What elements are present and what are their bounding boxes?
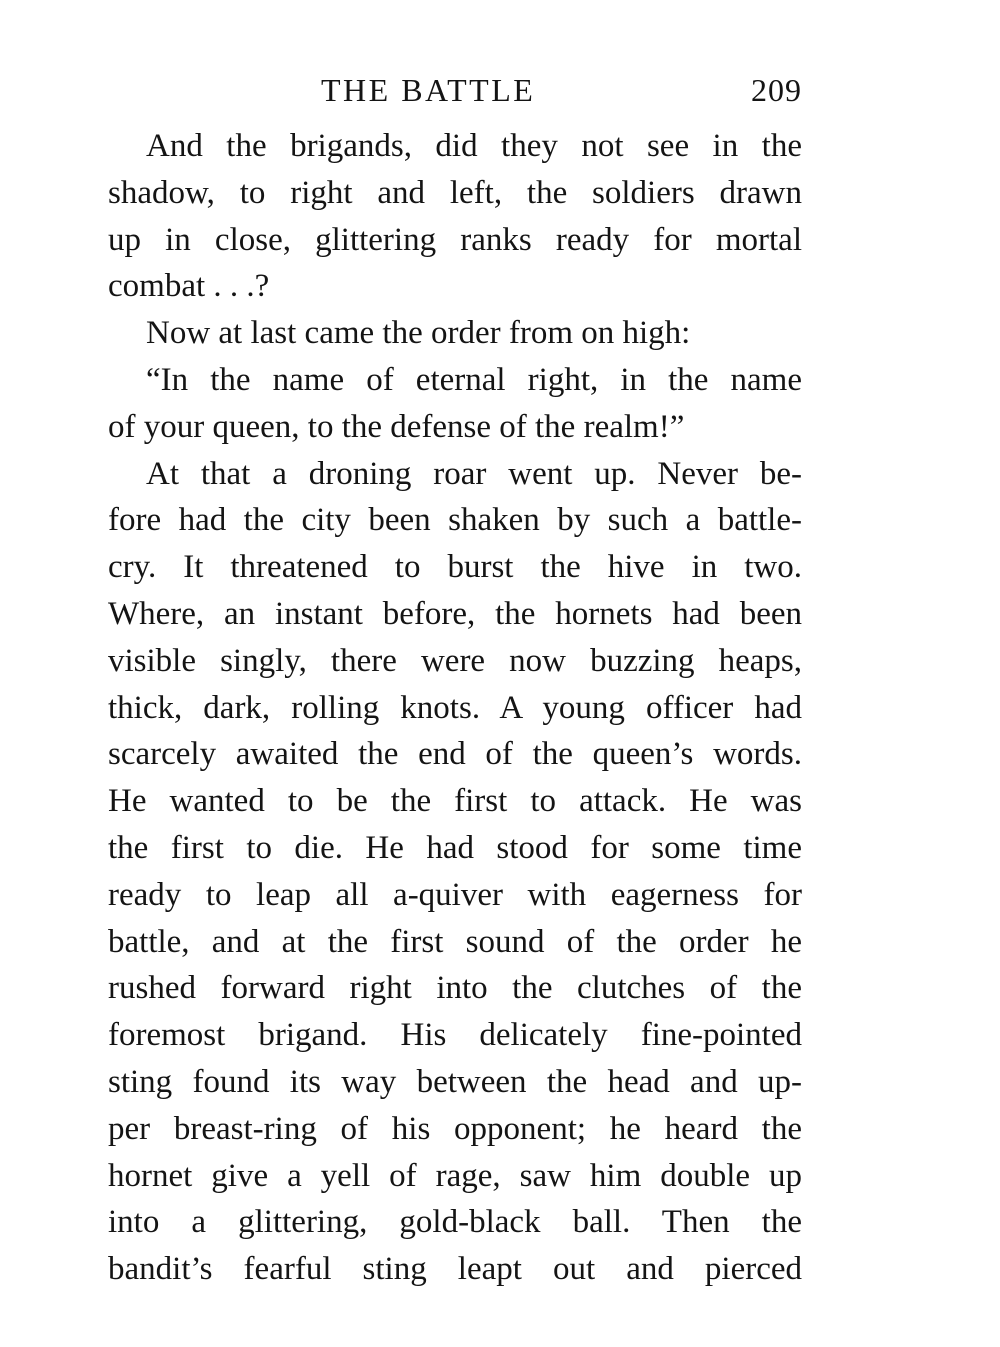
text-line: per breast-ring of his opponent; he heard the (108, 1110, 802, 1147)
text-line: visible singly, there were now buzzing heaps, (108, 642, 802, 679)
text-line: of your queen, to the defense of the realm!” (108, 408, 685, 445)
running-head (108, 68, 802, 112)
text-line: bandit’s fearful sting leapt out and pierced (108, 1251, 802, 1288)
text-line: into a glittering, gold-black ball. Then the (108, 1204, 802, 1241)
text-line: At that a droning roar went up. Never be- (146, 455, 802, 492)
text-line: Where, an instant before, the hornets had been (108, 595, 802, 632)
text-line: rushed forward right into the clutches of the (108, 970, 802, 1007)
text-line: And the brigands, did they not see in the (146, 128, 802, 164)
text-line: foremost brigand. His delicately fine-pointed (108, 1017, 802, 1054)
text-line: the first to die. He had stood for some time (108, 829, 802, 866)
text-line: ready to leap all a-quiver with eagerness for (108, 876, 802, 913)
text-line: thick, dark, rolling knots. A young officer had (108, 689, 802, 726)
page-number: 209 (751, 72, 802, 108)
text-line: up in close, glittering ranks ready for mortal (108, 221, 802, 258)
body-text (108, 123, 802, 1293)
text-line: sting found its way between the head and up- (108, 1063, 802, 1100)
text-line: scarcely awaited the end of the queen’s words. (108, 736, 802, 773)
text-line: cry. It threatened to burst the hive in two. (108, 549, 802, 586)
text-line: battle, and at the first sound of the order he (108, 923, 802, 960)
text-line: Now at last came the order from on high: (146, 315, 691, 352)
text-line: He wanted to be the first to attack. He was (108, 783, 802, 820)
text-line: fore had the city been shaken by such a battle- (108, 502, 802, 539)
text-line: hornet give a yell of rage, saw him double up (108, 1157, 802, 1194)
text-line: “In the name of eternal right, in the name (146, 361, 802, 398)
running-title: THE BATTLE (321, 72, 536, 108)
text-line: combat . . .? (108, 268, 270, 305)
text-line: shadow, to right and left, the soldiers drawn (108, 174, 802, 211)
